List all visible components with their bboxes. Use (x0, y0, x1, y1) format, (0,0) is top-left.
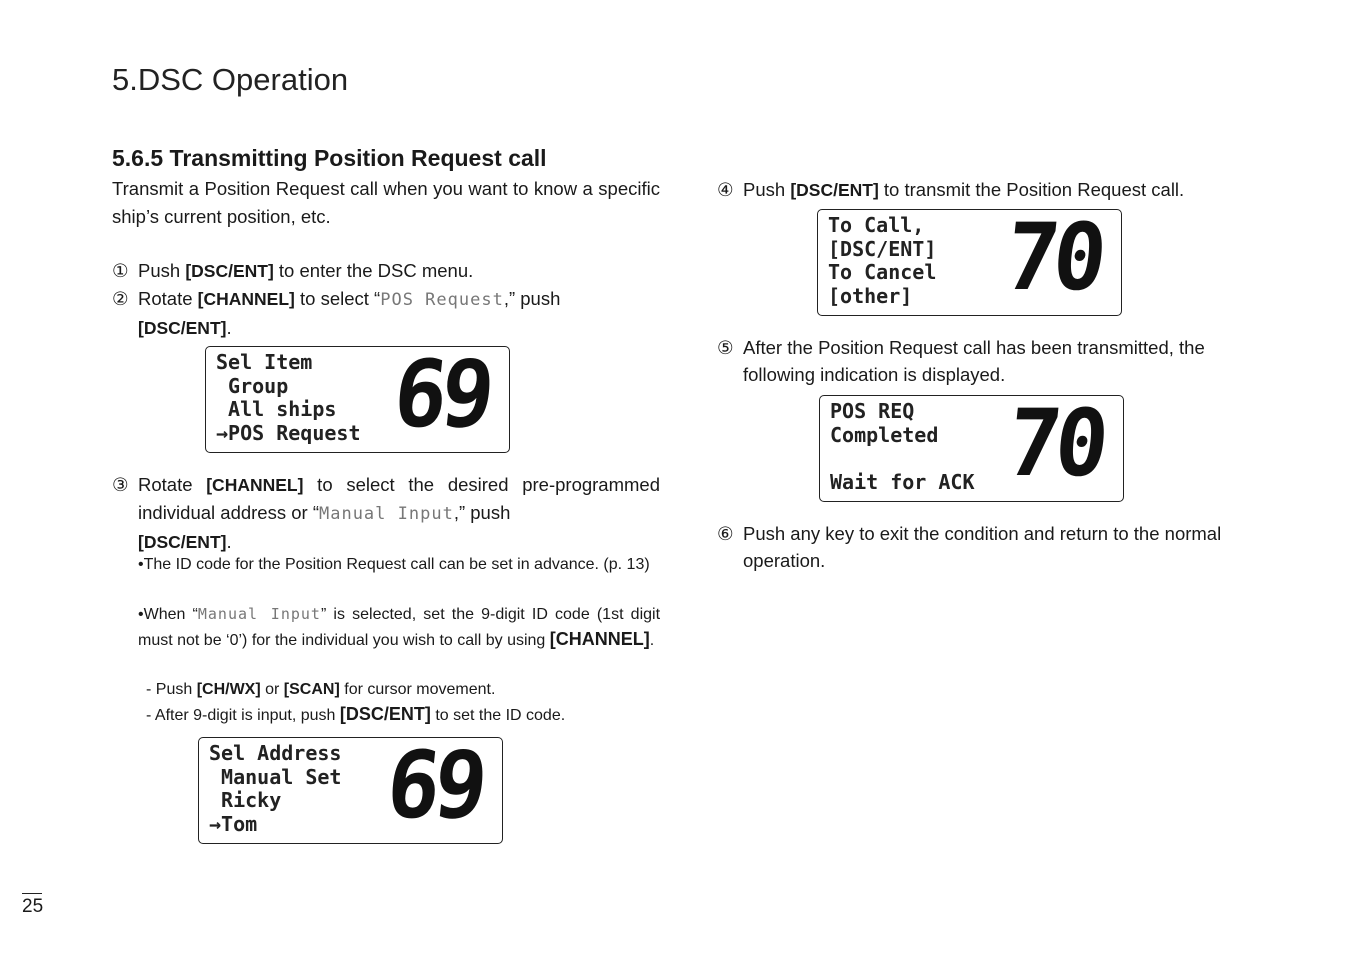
lcd-lines (830, 400, 975, 494)
lcd-channel-number: 70 (1000, 203, 1107, 312)
lcd-line: All ships (216, 397, 337, 421)
step-text: Rotate (138, 474, 207, 495)
step-text: Push (138, 260, 186, 281)
step-3 (112, 471, 660, 556)
step-text: Push (743, 179, 791, 200)
lcd-text-pos-request: POS Request (380, 290, 504, 310)
page-number: 25 (22, 896, 44, 917)
dsc-ent-key: [DSC/ENT] (138, 532, 227, 552)
dsc-ent-key: [DSC/ENT] (185, 261, 274, 281)
channel-key: [CHANNEL] (549, 629, 650, 649)
lcd-display-pos-req (819, 389, 1124, 502)
lcd-lines (828, 214, 936, 308)
lcd-display-sel-address (198, 731, 503, 844)
lcd-line: To Cancel (828, 260, 937, 284)
step-1 (112, 257, 660, 285)
step-6 (717, 520, 1265, 574)
lcd-line: [DSC/ENT] (828, 236, 937, 261)
lcd-line: →POS Request (216, 420, 361, 445)
lcd-line: Ricky (209, 788, 282, 812)
chapter-title: 5.DSC Operation (112, 62, 349, 97)
lcd-line: [other] (828, 283, 913, 308)
lcd-text-manual-input: Manual Input (197, 605, 321, 623)
step-text: ,” push (503, 288, 561, 309)
step-number: ① (112, 260, 129, 281)
note-text: •When “ (138, 606, 198, 623)
lcd-display-sel-item (205, 340, 510, 453)
lcd-channel-number: 70 (1002, 389, 1109, 498)
lcd-line: Completed (830, 422, 939, 447)
lcd-display-to-call (817, 203, 1122, 316)
step-number: ③ (112, 474, 129, 495)
page-number-rule (22, 893, 42, 894)
lcd-lines (216, 351, 361, 445)
lcd-line: →Tom (209, 811, 258, 836)
sub-note-2 (146, 702, 660, 728)
step-4 (717, 176, 1265, 204)
dsc-ent-key: [DSC/ENT] (138, 318, 227, 338)
step-text: After the Position Request call has been transmitted, the following indication is displayed. (743, 337, 1205, 385)
step-text: . (226, 531, 232, 552)
dsc-ent-key: [DSC/ENT] (339, 704, 431, 724)
step-number: ⑥ (717, 523, 734, 544)
lcd-line: Manual Set (209, 764, 342, 789)
note-text: for cursor movement. (339, 681, 496, 698)
lcd-line: POS REQ (830, 399, 915, 423)
note-2 (138, 602, 660, 653)
lcd-line (830, 447, 975, 471)
section-title: 5.6.5 Transmitting Position Request call (112, 145, 547, 171)
step-text: to enter the DSC menu. (273, 260, 474, 281)
note-text: - After 9-digit is input, push (146, 707, 340, 724)
note-text: . (649, 632, 655, 649)
note-text: or (260, 681, 284, 698)
channel-key: [CHANNEL] (197, 289, 295, 309)
dsc-ent-key: [DSC/ENT] (790, 180, 879, 200)
ch-wx-key: [CH/WX] (196, 681, 261, 698)
step-number: ⑤ (717, 337, 734, 358)
step-5 (717, 334, 1265, 388)
step-text: to select “ (294, 288, 381, 309)
step-number: ④ (717, 179, 734, 200)
lcd-channel-number: 69 (381, 731, 488, 840)
note-text: to set the ID code. (430, 707, 566, 724)
step-text: ,” push (453, 502, 511, 523)
lcd-text-manual-input: Manual Input (318, 504, 454, 524)
channel-key: [CHANNEL] (206, 475, 304, 495)
lcd-channel-number: 69 (388, 340, 495, 449)
step-text: to transmit the Position Request call. (878, 179, 1185, 200)
lcd-line: To Call, (828, 213, 925, 237)
note-text: ” is selected, set the 9-digit ID code (1st digit must not be ‘0’) for the individual you wish to call by using (138, 606, 661, 649)
lcd-line: Sel Address (209, 741, 342, 765)
note-1: •The ID code for the Position Request call can be set in advance. (p. 13) (138, 556, 650, 573)
sub-note-1 (146, 677, 660, 702)
step-text: to select the desired pre-programmed individual address or “ (138, 474, 660, 523)
step-text: . (226, 317, 232, 338)
intro-paragraph: Transmit a Position Request call when you want to know a specific ship’s current position, etc. (112, 178, 660, 227)
scan-key: [SCAN] (283, 681, 340, 698)
step-2 (112, 285, 660, 342)
note-text: - Push (146, 681, 197, 698)
lcd-line: Group (216, 373, 289, 398)
step-text: Rotate (138, 288, 198, 309)
lcd-line: Sel Item (216, 350, 313, 374)
step-number: ② (112, 288, 129, 309)
lcd-line: Wait for ACK (830, 469, 975, 494)
step-text: Push any key to exit the condition and return to the normal operation. (743, 523, 1222, 571)
lcd-lines (209, 742, 341, 836)
